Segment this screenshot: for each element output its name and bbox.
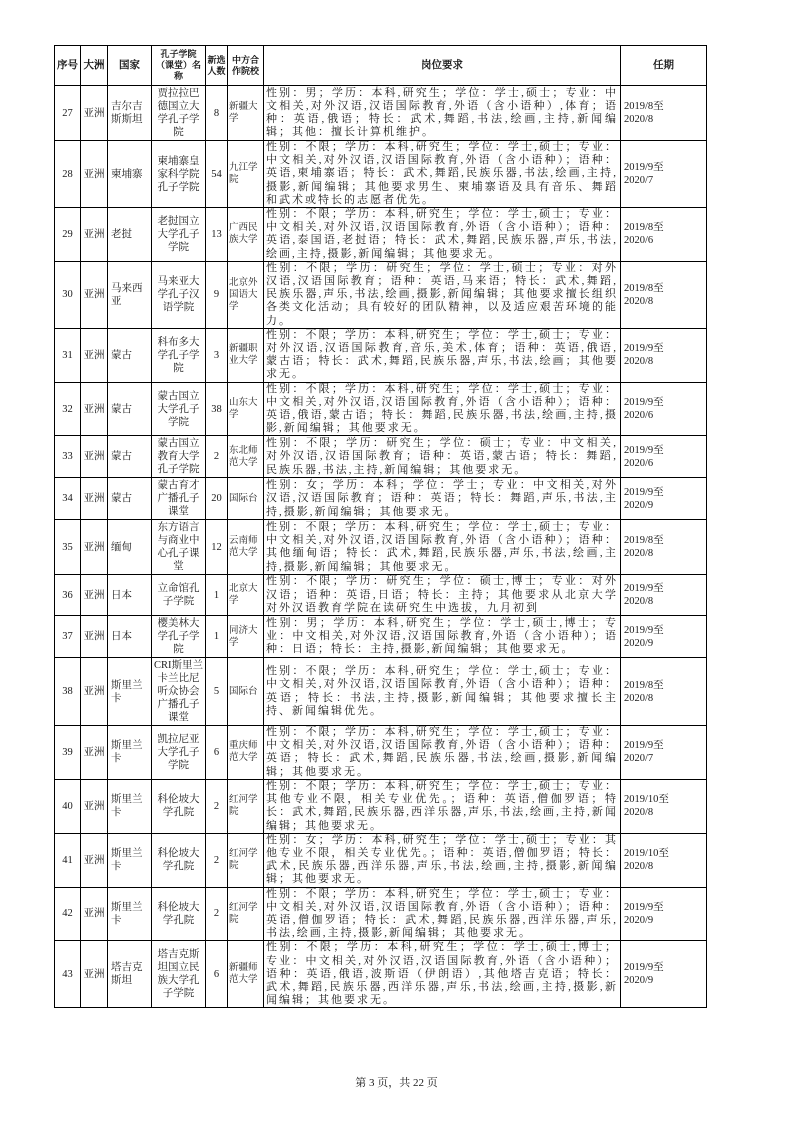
cell-term: 2019/9至2020/9 xyxy=(621,478,707,520)
table-row xyxy=(55,658,707,726)
cell-institute: 科布多大学孔子学院 xyxy=(152,328,206,382)
cell-count: 9 xyxy=(206,261,228,328)
cell-no: 32 xyxy=(55,382,81,436)
cell-partner: 红河学院 xyxy=(228,887,264,941)
cell-continent: 亚洲 xyxy=(81,141,108,208)
cell-country: 蒙古 xyxy=(108,436,152,478)
cell-requirements: 性别：女；学历：本科,研究生；学位：学士,硕士；专业：其他专业不限，相关专业优先。；语种：英语,僧伽罗语；特长：武术,民族乐器,西洋乐器,声乐,书法,绘画,主持,摄影,新闻编辑；其他要求无。 xyxy=(264,833,621,887)
column-header-country: 国家 xyxy=(108,46,152,86)
cell-count: 6 xyxy=(206,726,228,780)
cell-partner: 云南师范大学 xyxy=(228,520,264,575)
cell-count: 13 xyxy=(206,208,228,262)
cell-institute: 柬埔寨皇家科学院孔子学院 xyxy=(152,141,206,208)
cell-term: 2019/9至2020/7 xyxy=(621,726,707,780)
cell-requirements: 性别：不限；学历：本科,研究生；学位：学士,硕士；专业：中文相关,对外汉语,汉语国际教育,外语（含小语种）；语种：英语；特长：书法,主持,摄影,新闻编辑；其他要求擅长主持、新闻编辑优先。 xyxy=(264,658,621,726)
cell-country: 蒙古 xyxy=(108,328,152,382)
table-row xyxy=(55,478,707,520)
cell-no: 37 xyxy=(55,616,81,658)
cell-continent: 亚洲 xyxy=(81,658,108,726)
cell-count: 8 xyxy=(206,86,228,141)
cell-continent: 亚洲 xyxy=(81,478,108,520)
cell-institute: 蒙古育才广播孔子课堂 xyxy=(152,478,206,520)
cell-country: 吉尔吉斯斯坦 xyxy=(108,86,152,141)
cell-requirements: 性别：不限；学历：本科,研究生；学位：学士,硕士；专业：中文相关,对外汉语,汉语国际教育,外语（含小语种）；语种：英语,泰国语,老挝语；特长：武术,舞蹈,民族乐器,声乐,书法,绘画,主持,摄影,新闻编辑；其他要求无。 xyxy=(264,208,621,262)
cell-institute: CRI斯里兰卡兰比尼听众协会广播孔子课堂 xyxy=(152,658,206,726)
cell-term: 2019/9至2020/9 xyxy=(621,616,707,658)
cell-institute: 科伦坡大学孔院 xyxy=(152,779,206,833)
cell-institute: 塔吉克斯坦国立民族大学孔子学院 xyxy=(152,941,206,1008)
recruitment-table xyxy=(54,45,707,1008)
table-body xyxy=(55,86,707,1008)
cell-continent: 亚洲 xyxy=(81,941,108,1008)
cell-country: 缅甸 xyxy=(108,520,152,575)
cell-institute: 科伦坡大学孔院 xyxy=(152,833,206,887)
table-row xyxy=(55,833,707,887)
cell-partner: 重庆师范大学 xyxy=(228,726,264,780)
cell-no: 29 xyxy=(55,208,81,262)
cell-no: 31 xyxy=(55,328,81,382)
cell-partner: 新疆职业大学 xyxy=(228,328,264,382)
table-row xyxy=(55,436,707,478)
cell-term: 2019/8至2020/8 xyxy=(621,86,707,141)
table-row xyxy=(55,520,707,575)
cell-no: 35 xyxy=(55,520,81,575)
cell-partner: 东北师范大学 xyxy=(228,436,264,478)
cell-requirements: 性别：不限；学历：本科,研究生；学位：学士,硕士；专业：中文相关,对外汉语,汉语国际教育,外语（含小语种）；语种：英语,俄语,蒙古语；特长：舞蹈,民族乐器,书法,绘画,主持,摄影,新闻编辑；其他要求无。 xyxy=(264,382,621,436)
cell-country: 塔吉克斯坦 xyxy=(108,941,152,1008)
cell-continent: 亚洲 xyxy=(81,261,108,328)
table-row xyxy=(55,141,707,208)
cell-institute: 樱美林大学孔子学院 xyxy=(152,616,206,658)
cell-country: 斯里兰卡 xyxy=(108,887,152,941)
cell-count: 1 xyxy=(206,616,228,658)
cell-partner: 广西民族大学 xyxy=(228,208,264,262)
cell-country: 斯里兰卡 xyxy=(108,779,152,833)
cell-requirements: 性别：不限；学历：本科,研究生；学位：学士,硕士,博士；专业：中文相关,对外汉语,汉语国际教育,外语（含小语种）；语种：英语,俄语,波斯语（伊朗语）,其他塔吉克语；特长：武术,舞蹈,民族乐器,西洋乐器,声乐,书法,绘画,主持,摄影,新闻编辑；其他要求无。 xyxy=(264,941,621,1008)
table-row xyxy=(55,779,707,833)
cell-country: 柬埔寨 xyxy=(108,141,152,208)
cell-country: 蒙古 xyxy=(108,478,152,520)
table-row xyxy=(55,328,707,382)
cell-no: 38 xyxy=(55,658,81,726)
cell-country: 蒙古 xyxy=(108,382,152,436)
cell-no: 30 xyxy=(55,261,81,328)
cell-partner: 红河学院 xyxy=(228,833,264,887)
cell-country: 日本 xyxy=(108,616,152,658)
cell-term: 2019/9至2020/9 xyxy=(621,941,707,1008)
cell-partner: 国际台 xyxy=(228,478,264,520)
cell-continent: 亚洲 xyxy=(81,726,108,780)
page-number: 第 3 页，共 22 页 xyxy=(355,1077,438,1089)
cell-country: 斯里兰卡 xyxy=(108,726,152,780)
cell-count: 2 xyxy=(206,833,228,887)
table-row xyxy=(55,261,707,328)
cell-requirements: 性别：不限；学历：本科,研究生；学位：学士,硕士；专业：其他专业不限，相关专业优先。；语种：英语,僧伽罗语；特长：武术,舞蹈,民族乐器,西洋乐器,声乐,书法,绘画,主持,新闻编辑；其他要求无。 xyxy=(264,779,621,833)
cell-continent: 亚洲 xyxy=(81,328,108,382)
cell-continent: 亚洲 xyxy=(81,616,108,658)
cell-partner: 山东大学 xyxy=(228,382,264,436)
cell-term: 2019/9至2020/6 xyxy=(621,436,707,478)
cell-requirements: 性别：女；学历：本科；学位：学士；专业：中文相关,对外汉语,汉语国际教育；语种：英语；特长：舞蹈,声乐,书法,主持,摄影,新闻编辑；其他要求无。 xyxy=(264,478,621,520)
cell-count: 2 xyxy=(206,779,228,833)
cell-institute: 立命馆孔子学院 xyxy=(152,575,206,616)
cell-term: 2019/9至2020/9 xyxy=(621,887,707,941)
cell-no: 39 xyxy=(55,726,81,780)
cell-institute: 科伦坡大学孔院 xyxy=(152,887,206,941)
cell-partner: 北京大学 xyxy=(228,575,264,616)
cell-term: 2019/9至2020/7 xyxy=(621,141,707,208)
cell-term: 2019/8至2020/8 xyxy=(621,520,707,575)
column-header-continent: 大洲 xyxy=(81,46,108,86)
cell-continent: 亚洲 xyxy=(81,575,108,616)
cell-country: 斯里兰卡 xyxy=(108,658,152,726)
cell-term: 2019/8至2020/6 xyxy=(621,208,707,262)
cell-count: 3 xyxy=(206,328,228,382)
cell-term: 2019/9至2020/8 xyxy=(621,575,707,616)
cell-country: 马来西亚 xyxy=(108,261,152,328)
cell-partner: 国际台 xyxy=(228,658,264,726)
cell-count: 2 xyxy=(206,436,228,478)
cell-continent: 亚洲 xyxy=(81,436,108,478)
cell-term: 2019/10至2020/8 xyxy=(621,779,707,833)
cell-partner: 北京外国语大学 xyxy=(228,261,264,328)
cell-term: 2019/10至2020/8 xyxy=(621,833,707,887)
cell-term: 2019/9至2020/8 xyxy=(621,328,707,382)
cell-no: 27 xyxy=(55,86,81,141)
cell-continent: 亚洲 xyxy=(81,86,108,141)
cell-country: 斯里兰卡 xyxy=(108,833,152,887)
cell-continent: 亚洲 xyxy=(81,520,108,575)
cell-term: 2019/9至2020/6 xyxy=(621,382,707,436)
cell-continent: 亚洲 xyxy=(81,887,108,941)
column-header-no: 序号 xyxy=(55,46,81,86)
cell-count: 1 xyxy=(206,575,228,616)
cell-institute: 马来亚大学孔子汉语学院 xyxy=(152,261,206,328)
table-row xyxy=(55,726,707,780)
table-row xyxy=(55,887,707,941)
column-header-institute: 孔子学院（课堂）名称 xyxy=(152,46,206,86)
cell-requirements: 性别：男；学历：本科,研究生；学位：学士,硕士,博士；专业：中文相关,对外汉语,汉语国际教育,外语（含小语种）；语种：日语；特长：主持,摄影,新闻编辑；其他要求无。 xyxy=(264,616,621,658)
cell-requirements: 性别：不限；学历：本科,研究生；学位：学士,硕士；专业：中文相关,对外汉语,汉语国际教育,外语（含小语种）；语种：英语,僧伽罗语；特长：武术,舞蹈,民族乐器,西洋乐器,声乐,书法,绘画,主持,摄影,新闻编辑；其他要求无。 xyxy=(264,887,621,941)
cell-no: 36 xyxy=(55,575,81,616)
cell-institute: 东方语言与商业中心孔子课堂 xyxy=(152,520,206,575)
cell-requirements: 性别：不限；学历：研究生；学位：硕士,博士；专业：对外汉语；语种：英语,日语；特长：主持；其他要求从北京大学对外汉语教育学院在读研究生中选拔，九月初到 xyxy=(264,575,621,616)
table-row xyxy=(55,208,707,262)
cell-country: 老挝 xyxy=(108,208,152,262)
column-header-partner: 中方合作院校 xyxy=(228,46,264,86)
column-header-term: 任期 xyxy=(621,46,707,86)
cell-count: 6 xyxy=(206,941,228,1008)
cell-institute: 凯拉尼亚大学孔子学院 xyxy=(152,726,206,780)
cell-count: 5 xyxy=(206,658,228,726)
cell-count: 20 xyxy=(206,478,228,520)
cell-no: 28 xyxy=(55,141,81,208)
cell-requirements: 性别：不限；学历：本科,研究生；学位：学士,硕士；专业：中文相关,对外汉语,汉语国际教育,外语（含小语种）；语种：英语；特长：武术,舞蹈,民族乐器,书法,绘画,摄影,新闻编辑；其他要求无。 xyxy=(264,726,621,780)
cell-country: 日本 xyxy=(108,575,152,616)
cell-partner: 九江学院 xyxy=(228,141,264,208)
cell-requirements: 性别：不限；学历：研究生；学位：硕士；专业：中文相关,对外汉语,汉语国际教育；语种：英语,蒙古语；特长：舞蹈,民族乐器,书法,主持,新闻编辑；其他要求无。 xyxy=(264,436,621,478)
column-header-requirements: 岗位要求 xyxy=(264,46,621,86)
table-row xyxy=(55,382,707,436)
cell-count: 12 xyxy=(206,520,228,575)
table-row xyxy=(55,86,707,141)
cell-no: 33 xyxy=(55,436,81,478)
cell-continent: 亚洲 xyxy=(81,208,108,262)
cell-continent: 亚洲 xyxy=(81,382,108,436)
table-header-row xyxy=(55,46,707,86)
cell-term: 2019/8至2020/8 xyxy=(621,658,707,726)
table-row xyxy=(55,941,707,1008)
cell-requirements: 性别：不限；学历：研究生；学位：学士,硕士；专业：对外汉语,汉语国际教育；语种：英语,马来语；特长：武术,舞蹈,民族乐器,声乐,书法,绘画,摄影,新闻编辑；其他要求擅长组织各类文化活动；具有较好的团队精神，以及适应艰苦环境的能力。 xyxy=(264,261,621,328)
cell-continent: 亚洲 xyxy=(81,833,108,887)
column-header-count: 新选人数 xyxy=(206,46,228,86)
cell-count: 38 xyxy=(206,382,228,436)
cell-institute: 贾拉拉巴德国立大学孔子学院 xyxy=(152,86,206,141)
cell-no: 41 xyxy=(55,833,81,887)
cell-requirements: 性别：不限；学历：本科,研究生；学位：学士,硕士；专业：中文相关,对外汉语,汉语国际教育,外语（含小语种）；语种：其他缅甸语；特长：武术,舞蹈,民族乐器,声乐,书法,绘画,主持,摄影,新闻编辑；其他要求无。 xyxy=(264,520,621,575)
cell-partner: 新疆师范大学 xyxy=(228,941,264,1008)
cell-institute: 蒙古国立大学孔子学院 xyxy=(152,382,206,436)
cell-partner: 红河学院 xyxy=(228,779,264,833)
table-row xyxy=(55,575,707,616)
cell-partner: 新疆大学 xyxy=(228,86,264,141)
cell-institute: 蒙古国立教育大学孔子学院 xyxy=(152,436,206,478)
cell-continent: 亚洲 xyxy=(81,779,108,833)
cell-no: 43 xyxy=(55,941,81,1008)
cell-requirements: 性别：不限；学历：本科,研究生；学位：学士,硕士；专业：对外汉语,汉语国际教育,音乐,美术,体育；语种：英语,俄语,蒙古语；特长：武术,舞蹈,民族乐器,声乐,书法,绘画；其他要求无。 xyxy=(264,328,621,382)
cell-count: 54 xyxy=(206,141,228,208)
cell-no: 40 xyxy=(55,779,81,833)
cell-institute: 老挝国立大学孔子学院 xyxy=(152,208,206,262)
cell-partner: 同济大学 xyxy=(228,616,264,658)
cell-requirements: 性别：男；学历：本科,研究生；学位：学士,硕士；专业：中文相关,对外汉语,汉语国际教育,外语（含小语种）,体育；语种：英语,俄语；特长：武术,舞蹈,书法,绘画,主持,新闻编辑；其他：擅长计算机维护。 xyxy=(264,86,621,141)
cell-requirements: 性别：不限；学历：本科,研究生；学位：学士,硕士；专业：中文相关,对外汉语,汉语国际教育,外语（含小语种）；语种：英语,柬埔寨语；特长：武术,舞蹈,民族乐器,书法,绘画,主持,摄影,新闻编辑；其他要求男生、柬埔寨语及具有音乐、舞蹈和武术或特长的志愿者优先。 xyxy=(264,141,621,208)
cell-no: 34 xyxy=(55,478,81,520)
table-row xyxy=(55,616,707,658)
cell-term: 2019/8至2020/8 xyxy=(621,261,707,328)
cell-no: 42 xyxy=(55,887,81,941)
cell-count: 2 xyxy=(206,887,228,941)
